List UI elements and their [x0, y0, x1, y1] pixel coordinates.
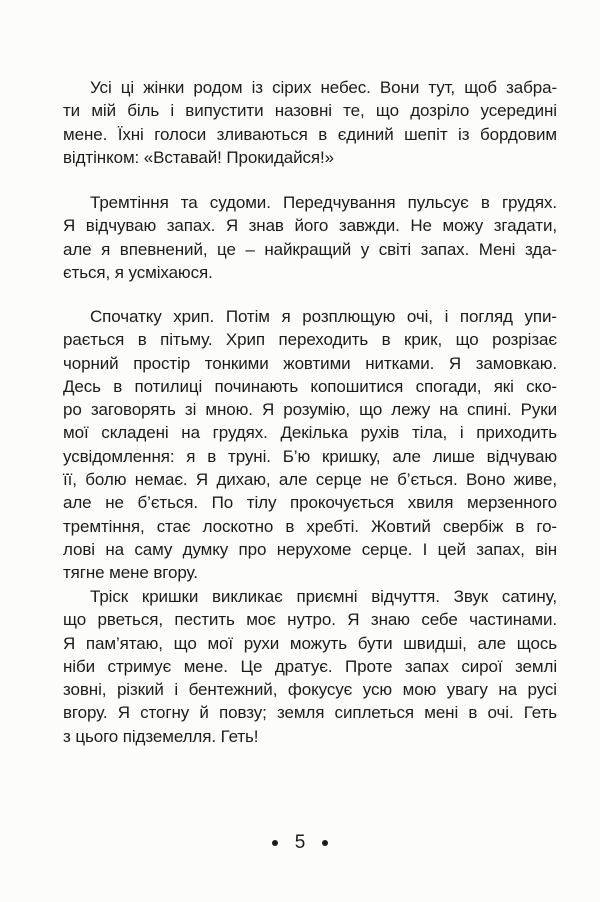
text-line: Я відчуваю запах. Я знав його завжди. Не можу згадати,	[63, 216, 557, 236]
paragraph	[63, 76, 557, 169]
page-number: 5	[294, 832, 306, 853]
text-line: Я пам’ятаю, що мої рухи можуть бути швидші, але щось	[63, 633, 557, 653]
paragraph	[63, 191, 557, 284]
bullet-ornament	[272, 840, 278, 846]
text-line: з цього підземелля. Геть!	[63, 726, 259, 746]
text-line: Тремтіння та судоми. Передчування пульсує в грудях.	[90, 193, 557, 212]
text-line: але не б’ється. По тілу прокочується хвиля мерзенного	[63, 493, 557, 513]
text-line: ро заговорять зі мною. Я розумію, що лежу на спині. Руки	[63, 400, 557, 420]
text-line: лові на саму думку про нерухоме серце. І цей запах, він	[63, 539, 557, 559]
text-line: вгору. Я стогну й повзу; земля сиплеться мені в очі. Геть	[63, 703, 557, 723]
text-line: Десь в потилиці починають копошитися спогади, які ско-	[63, 376, 557, 396]
text-line: що рветься, пестить моє нутро. Я знаю себе частинами.	[63, 610, 557, 630]
text-line: мене. Їхні голоси зливаються в єдиний шепіт із бордовим	[63, 124, 557, 144]
text-line: ніби стримує мене. Це дратує. Проте запах сирої землі	[63, 656, 557, 676]
text-line: тягне мене вгору.	[63, 563, 198, 583]
text-line: ється, я усміхаюся.	[63, 262, 213, 282]
text-line: ти мій біль і випустити назовні те, що дозріло усередині	[63, 101, 557, 121]
text-line: мої складені на грудях. Декілька рухів тіла, і приходить	[63, 423, 557, 443]
page-folio	[0, 832, 600, 854]
text-line: її, болю немає. Я дихаю, але серце не б’ється. Воно живе,	[63, 470, 557, 490]
text-line: зовні, різкий і бентежний, фокусує усю мою увагу на русі	[63, 680, 557, 700]
text-line: Усі ці жінки родом із сірих небес. Вони тут, щоб забра-	[90, 78, 557, 97]
bullet-ornament	[322, 840, 328, 846]
text-line: чорний простір тонкими жовтими нитками. Я замовкаю.	[63, 353, 557, 373]
paragraph	[63, 305, 557, 585]
paragraph	[63, 585, 557, 748]
text-line: відтінком: «Вставай! Прокидайся!»	[63, 147, 334, 167]
text-line: Тріск кришки викликає приємні відчуття. Звук сатину,	[90, 587, 557, 606]
text-line: усвідомлення: я в труні. Б’ю кришку, але лише відчуваю	[63, 446, 557, 466]
text-line: тремтіння, стає лоскотно в хребті. Жовтий свербіж в го-	[63, 516, 557, 536]
text-line: рається в пітьму. Хрип переходить в крик, що розрізає	[63, 330, 557, 350]
text-line: Спочатку хрип. Потім я розплющую очі, і погляд упи-	[90, 307, 557, 326]
text-line: але я впевнений, це – найкращий у світі запах. Мені зда-	[63, 239, 557, 259]
